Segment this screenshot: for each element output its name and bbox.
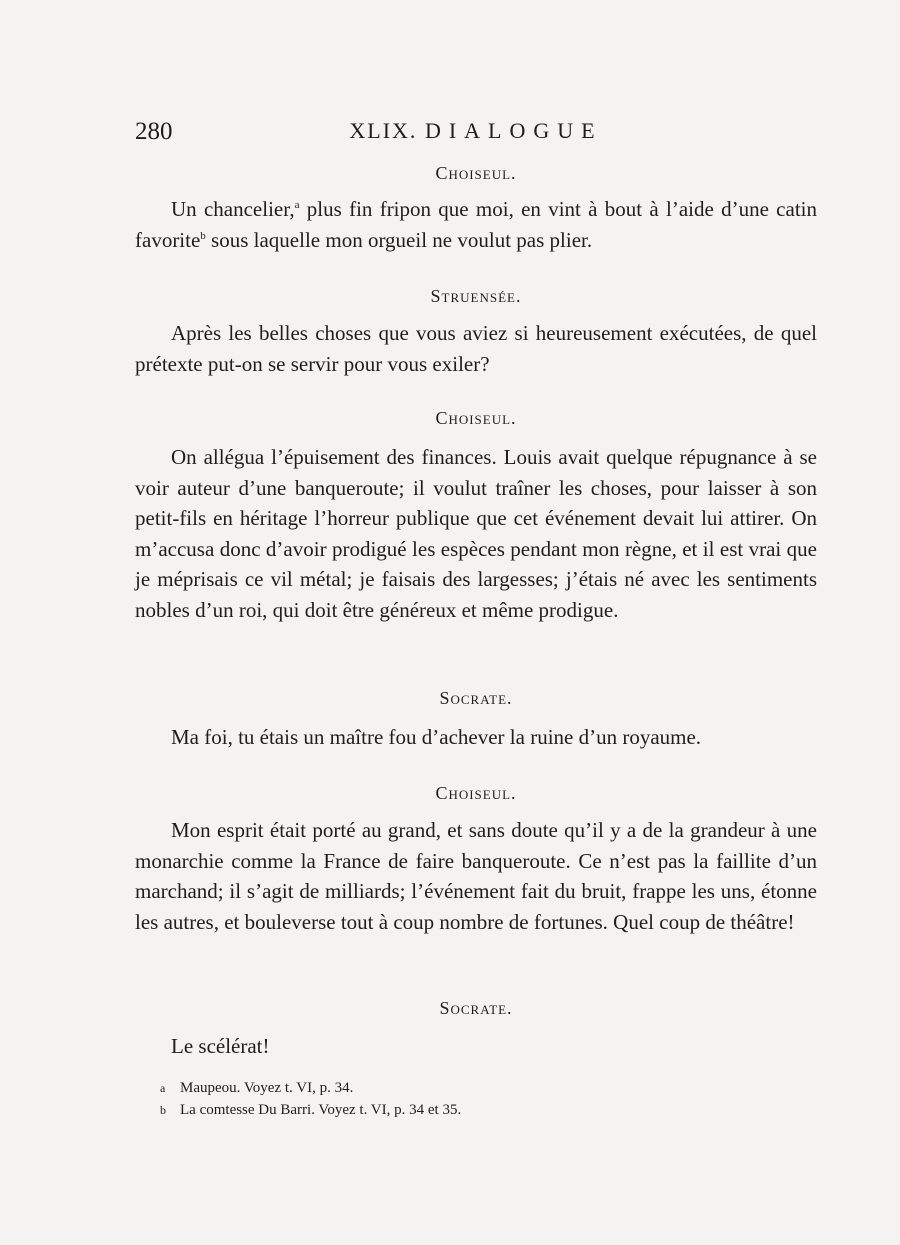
footnote-ref: a	[294, 199, 300, 211]
footnote-mark: b	[160, 1103, 166, 1117]
footnote	[160, 1099, 461, 1121]
paragraph-text: plus fin fripon que moi, en vint à bout à l’aide d’une catin favorite	[135, 197, 817, 252]
paragraph: Le scélérat!	[171, 1034, 270, 1058]
speaker-struensee: Struensée.	[430, 286, 522, 306]
footnote-text: Maupeou. Voyez t. VI, p. 34.	[180, 1080, 354, 1096]
running-head-title: DIALOGUE	[424, 118, 603, 143]
speaker-choiseul: Choiseul.	[435, 408, 517, 428]
speaker-choiseul: Choiseul.	[435, 783, 517, 803]
running-head	[135, 118, 817, 144]
speaker-socrate: Socrate.	[439, 688, 513, 708]
paragraph: Après les belles choses que vous aviez si heureusement exécutées, de quel prétexte put-on se servir pour vous exiler?	[135, 321, 817, 376]
page-number: 280	[135, 118, 173, 145]
footnote-mark: a	[160, 1081, 166, 1095]
paragraph	[135, 194, 817, 255]
speaker-choiseul: Choiseul.	[435, 163, 517, 183]
paragraph: Mon esprit était porté au grand, et sans doute qu’il y a de la grandeur à une monarchie comme la France de faire banqueroute. Ce n’est pas la faillite d’un marchand; il s’agit de milliards; l’événement fait du bruit, frappe les uns, étonne les autres, et bouleverse tout à coup nombre de fortunes. Quel coup de théâtre!	[135, 818, 817, 934]
footnote-ref: b	[200, 229, 206, 242]
paragraph: On allégua l’épuisement des finances. Louis avait quelque répugnance à se voir auteur d’une banqueroute; il voulut traîner les choses, pour laisser à son petit-fils en héritage l’horreur publique que cet événement devait lui attirer. On m’accusa donc d’avoir prodigué les espèces pendant mon règne, et il est vrai que je méprisais ce vil métal; je faisais des largesses; j’étais né avec les sentiments nobles d’un roi, qui doit être généreux et même prodigue.	[135, 445, 817, 622]
speaker-socrate: Socrate.	[439, 998, 513, 1018]
paragraph-text: Un chancelier,	[171, 197, 295, 221]
paragraph-text: sous laquelle mon orgueil ne voulut pas plier.	[205, 227, 593, 252]
footnote-text: La comtesse Du Barri. Voyez t. VI, p. 34 et 35.	[180, 1102, 462, 1118]
paragraph: Ma foi, tu étais un maître fou d’achever la ruine d’un royaume.	[171, 725, 702, 749]
page-header	[135, 118, 817, 150]
running-head-number: XLIX.	[349, 118, 418, 143]
footnote	[160, 1077, 353, 1099]
